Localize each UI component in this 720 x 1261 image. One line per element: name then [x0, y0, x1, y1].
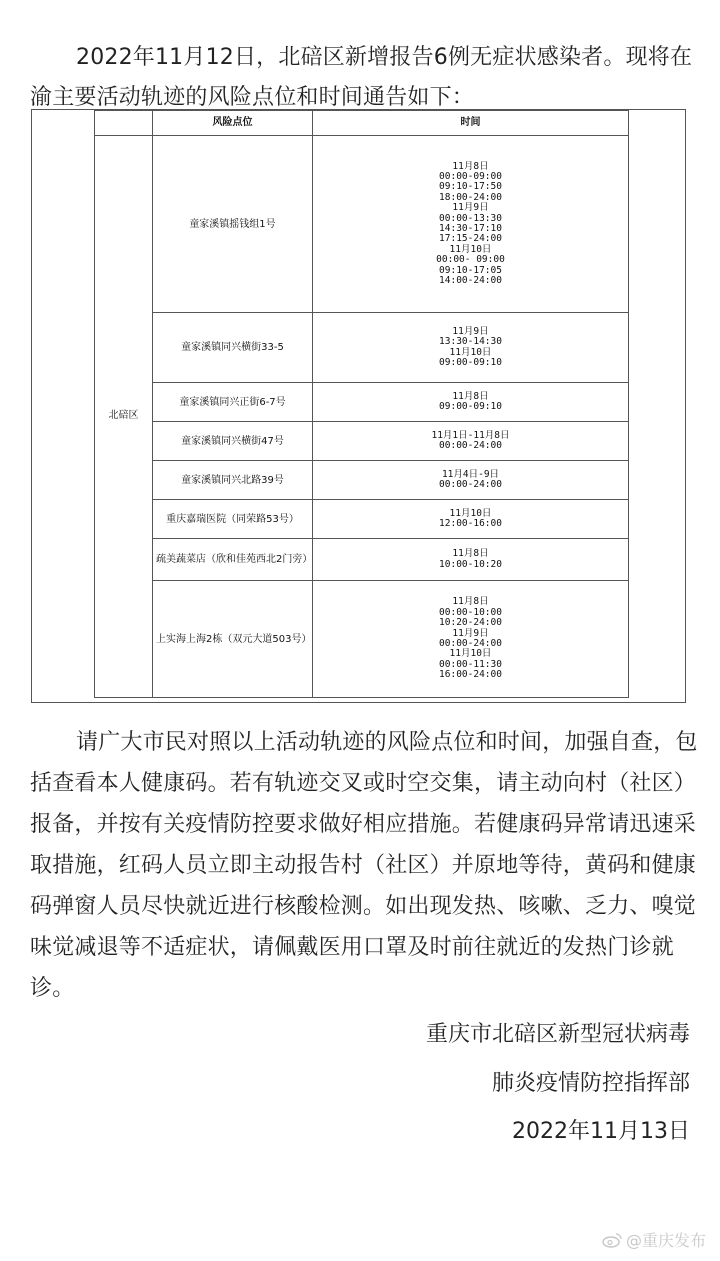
table-row: [95, 422, 629, 461]
location-cell: 童家溪镇同兴北路39号: [153, 461, 313, 500]
time-entry: 09:00-09:10: [439, 356, 502, 368]
time-entry: 18:00-24:00: [439, 191, 502, 203]
table-row: [95, 461, 629, 500]
time-entry: 09:00-09:10: [439, 401, 502, 412]
location-cell: 童家溪镇摇钱组1号: [153, 136, 313, 313]
time-entry: 17:15-24:00: [439, 233, 502, 245]
location-cell: 上实海上海2栋（双元大道503号）: [153, 581, 313, 698]
signature-org-line1: 重庆市北碚区新型冠状病毒: [425, 1022, 690, 1047]
time-entry: 11月1日-11月8日: [431, 429, 510, 441]
time-entry: 11月9日: [452, 627, 489, 639]
table-row: [95, 500, 629, 539]
time-entry: 11月8日: [452, 596, 489, 608]
time-entry: 00:00-13:30: [439, 212, 502, 224]
time-cell: [313, 422, 629, 461]
time-entry: 11月10日: [449, 243, 492, 255]
time-entry: 11月9日: [452, 325, 489, 337]
watermark: [602, 1228, 706, 1251]
time-entry: 00:00-24:00: [439, 479, 502, 490]
location-cell: 童家溪镇同兴横街47号: [153, 422, 313, 461]
time-cell: [313, 581, 629, 698]
time-entry: 16:00-24:00: [439, 669, 502, 681]
table-row: [95, 136, 629, 313]
header-location: 风险点位: [153, 111, 313, 136]
table-row: [95, 539, 629, 581]
time-entry: 12:00-16:00: [439, 518, 502, 529]
time-cell: [313, 500, 629, 539]
time-entry: 11月8日: [452, 160, 489, 172]
time-entry: 11月4日-9日: [441, 468, 500, 480]
time-entry: 00:00-11:30: [439, 658, 502, 670]
header-time: 时间: [313, 111, 629, 136]
advice-paragraph: 请广大市民对照以上活动轨迹的风险点位和时间，加强自查，包括查看本人健康码。若有轨迹交叉或时空交集，请主动向村（社区）报备，并按有关疫情防控要求做好相应措施。若健康码异常请迅速采取措施，红码人员立即主动报告村（社区）并原地等待，黄码和健康码弹窗人员尽快就近进行核酸检测。如出现发热、咳嗽、乏力、嗅觉味觉减退等不适症状，请佩戴医用口罩及时前往就近的发热门诊就诊。: [30, 730, 698, 1001]
district-cell: 北碚区: [95, 136, 153, 698]
time-entry: 11月10日: [449, 648, 492, 660]
time-entry: 00:00- 09:00: [436, 254, 505, 266]
time-entry: 11月8日: [452, 390, 489, 402]
location-cell: 童家溪镇同兴正街6-7号: [153, 383, 313, 422]
time-entry: 10:20-24:00: [439, 617, 502, 629]
time-entry: 00:00-24:00: [439, 638, 502, 649]
time-entry: 11月9日: [452, 202, 489, 214]
table-body: [95, 136, 629, 698]
time-entry: 11月10日: [449, 346, 492, 358]
table-row: [95, 581, 629, 698]
table-row: [95, 383, 629, 422]
risk-location-table: [94, 110, 629, 698]
time-entry: 14:30-17:10: [439, 223, 502, 234]
time-entry: 00:00-24:00: [439, 440, 502, 451]
time-entry: 00:00-09:00: [439, 170, 502, 182]
time-entry: 13:30-14:30: [439, 336, 502, 348]
watermark-text: @重庆发布: [625, 1231, 706, 1250]
time-entry: 10:00-10:20: [439, 558, 502, 570]
time-cell: [313, 461, 629, 500]
table-header-row: [95, 111, 629, 136]
time-entry: 14:00-24:00: [439, 275, 502, 287]
time-entry: 00:00-10:00: [439, 606, 502, 618]
time-cell: [313, 383, 629, 422]
signature-date: 2022年11月13日: [512, 1119, 690, 1144]
table-row: [95, 313, 629, 383]
time-cell: [313, 313, 629, 383]
header-district: [95, 111, 153, 136]
risk-table-frame: [31, 109, 686, 703]
time-entry: 09:10-17:05: [439, 264, 502, 276]
location-cell: 疏美蔬菜店（欣和佳苑西北2门旁）: [153, 539, 313, 581]
weibo-icon: [602, 1232, 622, 1248]
time-entry: 09:10-17:50: [439, 181, 502, 193]
time-entry: 11月10日: [449, 507, 492, 519]
time-cell: [313, 539, 629, 581]
time-cell: [313, 136, 629, 313]
signature-org-line2: 肺炎疫情防控指挥部: [491, 1071, 690, 1096]
location-cell: 重庆嘉瑞医院（同荣路53号）: [153, 500, 313, 539]
intro-paragraph: 2022年11月12日，北碚区新增报告6例无症状感染者。现将在渝主要活动轨迹的风险点位和时间通告如下：: [30, 45, 693, 110]
time-entry: 11月8日: [452, 548, 489, 560]
location-cell: 童家溪镇同兴横街33-5: [153, 313, 313, 383]
